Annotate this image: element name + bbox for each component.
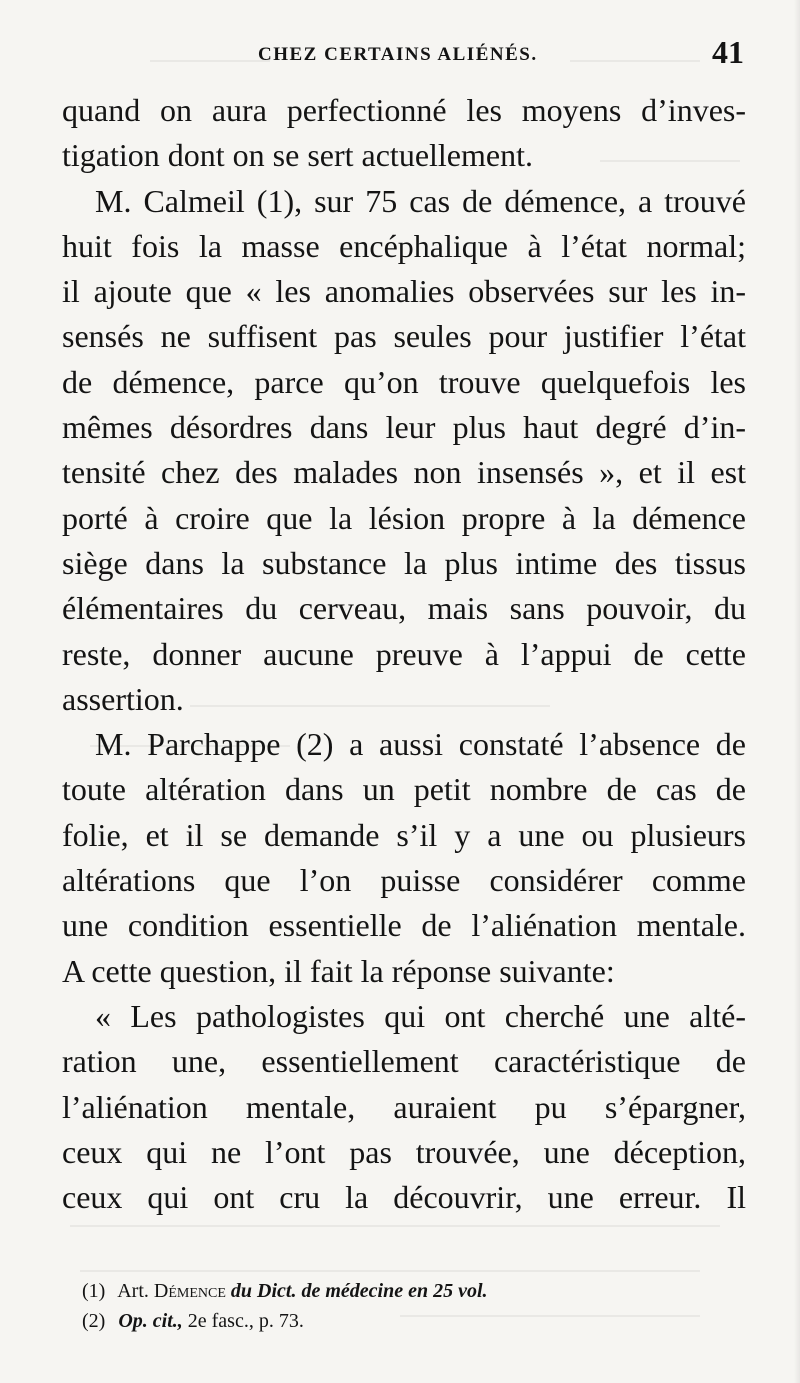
page-edge-shadow	[794, 0, 800, 1383]
text-line: folie, et il se demande s’il y a une ou plusieurs	[62, 816, 746, 853]
running-header: CHEZ CERTAINS ALIÉNÉS.	[258, 44, 538, 65]
text-line: M. Calmeil (1), sur 75 cas de démence, a trouvé	[95, 182, 746, 219]
text-line: ceux qui ne l’ont pas trouvée, une déception,	[62, 1133, 746, 1170]
footnote-prefix: Art.	[117, 1280, 149, 1302]
text-line: M. Parchappe (2) a aussi constaté l’absence de	[95, 726, 746, 763]
text-line: « Les pathologistes qui ont cherché une alté-	[95, 997, 746, 1034]
text-line: l’aliénation mentale, auraient pu s’épargner,	[62, 1088, 746, 1125]
footnote-source: Op. cit.,	[118, 1310, 183, 1332]
footnote-1	[82, 1276, 722, 1306]
page-number: 41	[712, 34, 744, 70]
text-line: tigation dont on se sert actuellement.	[62, 137, 533, 174]
text-line: reste, donner aucune preuve à l’appui de cette	[62, 635, 746, 672]
footnotes	[82, 1276, 722, 1336]
text-line: ceux qui ont cru la découvrir, une erreur. Il	[62, 1179, 746, 1216]
text-line: A cette question, il fait la réponse suivante:	[62, 952, 615, 989]
text-line: toute altération dans un petit nombre de cas de	[62, 771, 746, 808]
text-line: élémentaires du cerveau, mais sans pouvoir, du	[62, 590, 746, 627]
text-line: sensés ne suffisent pas seules pour justifier l’état	[62, 318, 746, 355]
text-line: ration une, essentiellement caractéristique de	[62, 1043, 746, 1080]
text-line: mêmes désordres dans leur plus haut degré d’in-	[62, 409, 746, 446]
text-line: altérations que l’on puisse considérer comme	[62, 862, 746, 899]
text-line: quand on aura perfectionné les moyens d’inves-	[62, 92, 746, 128]
body-text	[62, 88, 746, 1220]
text-line: huit fois la masse encéphalique à l’état normal;	[62, 227, 746, 264]
text-line: de démence, parce qu’on trouve quelquefois les	[62, 363, 746, 400]
footnote-marker: (1)	[82, 1280, 106, 1302]
footnote-article-title: Démence	[153, 1280, 226, 1302]
text-line: siège dans la substance la plus intime des tissus	[62, 544, 746, 581]
text-line: tensité chez des malades non insensés », et il est	[62, 454, 746, 491]
text-line: il ajoute que « les anomalies observées sur les in-	[62, 273, 746, 310]
footnote-2	[82, 1306, 722, 1336]
footnote-reference: 2e fasc., p. 73.	[187, 1310, 304, 1332]
text-line: assertion.	[62, 680, 184, 717]
footnote-marker: (2)	[82, 1310, 106, 1332]
text-line: porté à croire que la lésion propre à la démence	[62, 499, 746, 536]
footnote-source: du Dict. de médecine en 25 vol.	[230, 1280, 488, 1302]
text-line: une condition essentielle de l’aliénation mentale.	[62, 907, 746, 944]
